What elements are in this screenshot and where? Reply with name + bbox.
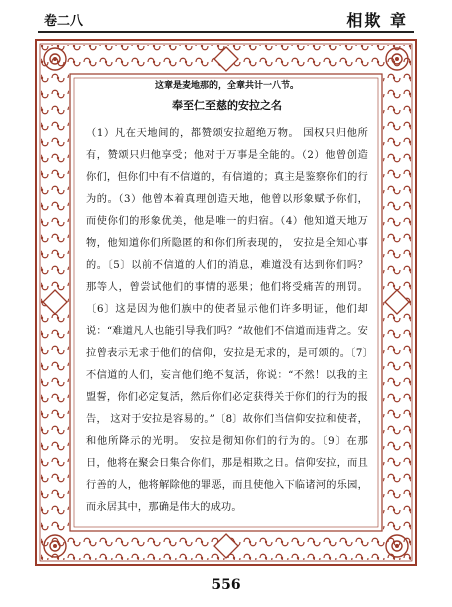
header-rule	[38, 31, 414, 33]
page-content	[86, 76, 368, 556]
running-header-right: 相欺 章	[346, 11, 408, 30]
chapter-intro: 这章是麦地那的，全章共计一八节。	[154, 81, 299, 91]
running-header-left: 卷二八	[44, 14, 84, 29]
basmala-title: 奉至仁至慈的安拉之名	[172, 99, 282, 112]
page-number: 556	[211, 577, 241, 593]
verse-body: （1）凡在天地间的，都赞颂安拉超绝万物。 国权只归他所有，赞颂只归他享受；他对于万事是全能的。（2）他曾创造你们，但你们中有不信道的，有信道的；真主是鉴察你们的行为的。（3）他曾本着真理创造天地，他曾以形象赋予你们，而使你们的形象优美，他是唯一的归宿。（4）他知道天地万物，他知道你们所隐匿的和你们所表现的， 安拉是全知心事的。〔5〕以前不信道的人们的消息，难道没有达到你们吗？那等人，曾尝试他们的事情的恶果；他们将受痛苦的刑罚。〔6〕这是因为他们族中的使者显示他们许多明证，他们却说：“难道凡人也能引导我们吗？”故他们不信道而违背之。安拉曾表示无求于他们的信仰，安拉是无求的，是可颂的。〔7〕不信道的人们，妄言他们绝不复活，你说：“不然！以我的主盟誓，你们必定复活，然后你们必定获得关于你们的行为的报告， 这对于安拉是容易的。”〔8〕故你们当信仰安拉和使者，和他所降示的光明。 安拉是彻知你们的行为的。〔9〕在那日，他将在聚会日集合你们，那是相欺之日。信仰安拉，而且行善的人，他将解除他的罪恶，而且使他入下临诸河的乐园， 而永居其中，那确是伟大的成功。	[86, 128, 368, 513]
